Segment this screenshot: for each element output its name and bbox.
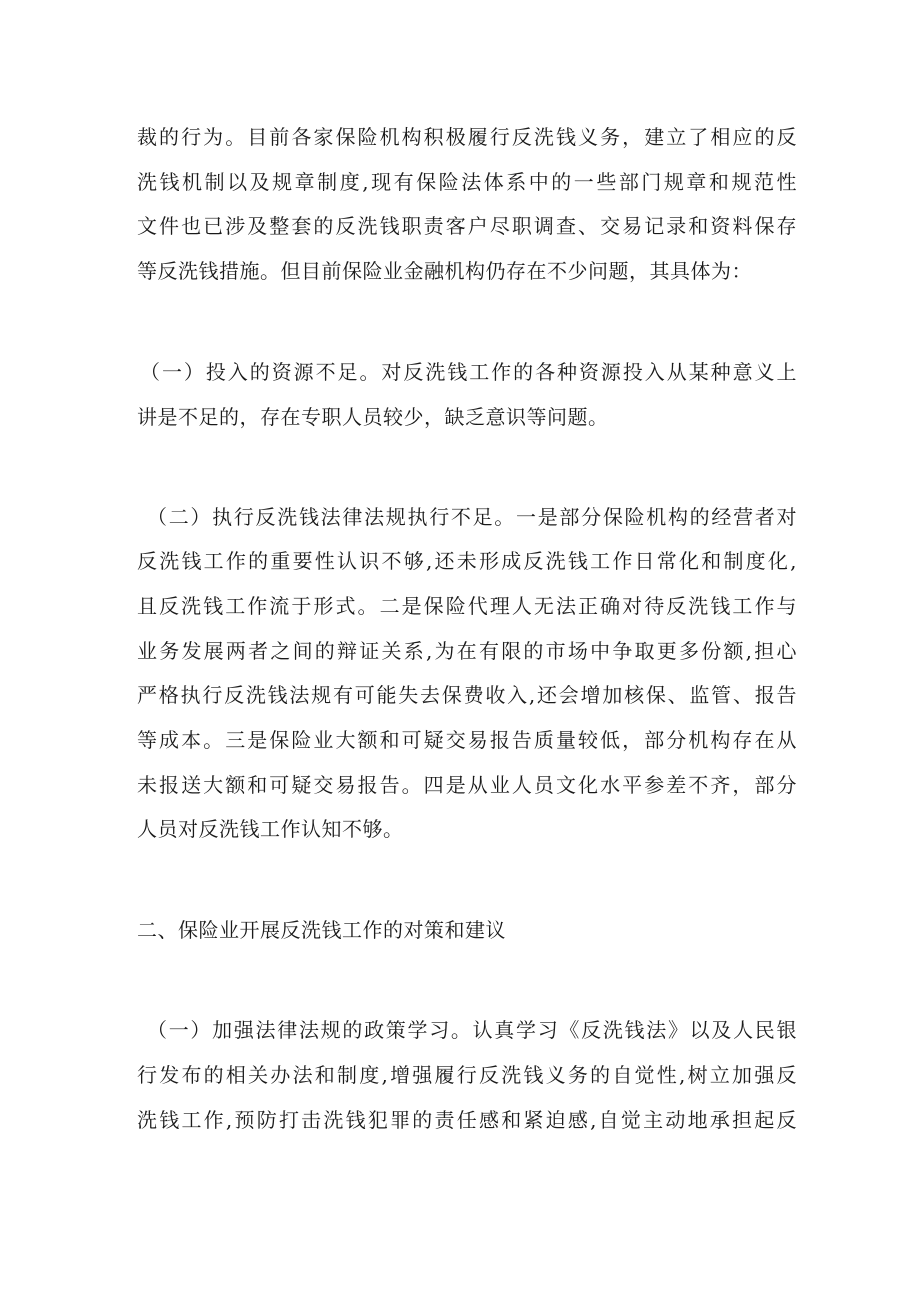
text-line: 洗钱机制以及规章制度,现有保险法体系中的一些部门规章和规范性 [137,170,797,194]
text-line: 反洗钱工作的重要性认识不够,还未形成反洗钱工作日常化和制度化, [137,549,797,573]
text-line: 且反洗钱工作流于形式。二是保险代理人无法正确对待反洗钱工作与 [137,594,797,618]
text-line: （二）执行反洗钱法律法规执行不足。一是部分保险机构的经营者对 [147,505,797,529]
text-line: 业务发展两者之间的辩证关系,为在有限的市场中争取更多份额,担心 [137,639,797,663]
text-line: 等成本。三是保险业大额和可疑交易报告质量较低，部分机构存在从 [137,728,797,752]
text-line: 行发布的相关办法和制度,增强履行反洗钱义务的自觉性,树立加强反 [137,1063,797,1087]
text-line: 人员对反洗钱工作认知不够。 [137,817,404,841]
text-line: 洗钱工作,预防打击洗钱犯罪的责任感和紧迫感,自觉主动地承担起反 [137,1108,797,1132]
text-line: 文件也已涉及整套的反洗钱职责客户尽职调查、交易记录和资料保存 [137,214,797,238]
text-line: 裁的行为。目前各家保险机构积极履行反洗钱义务，建立了相应的反 [137,125,797,149]
text-line: 等反洗钱措施。但目前保险业金融机构仍存在不少问题，其具体为： [137,259,752,283]
text-line: 讲是不足的，存在专职人员较少，缺乏意识等问题。 [137,405,609,429]
section-heading: 二、保险业开展反洗钱工作的对策和建议 [137,918,506,942]
text-line: 严格执行反洗钱法规有可能失去保费收入,还会增加核保、监管、报告 [137,683,797,707]
text-line: （一）投入的资源不足。对反洗钱工作的各种资源投入从某种意义上 [140,360,797,384]
text-line: 未报送大额和可疑交易报告。四是从业人员文化水平参差不齐，部分 [137,773,797,797]
text-line: （一）加强法律法规的政策学习。认真学习《反洗钱法》以及人民银 [147,1018,797,1042]
